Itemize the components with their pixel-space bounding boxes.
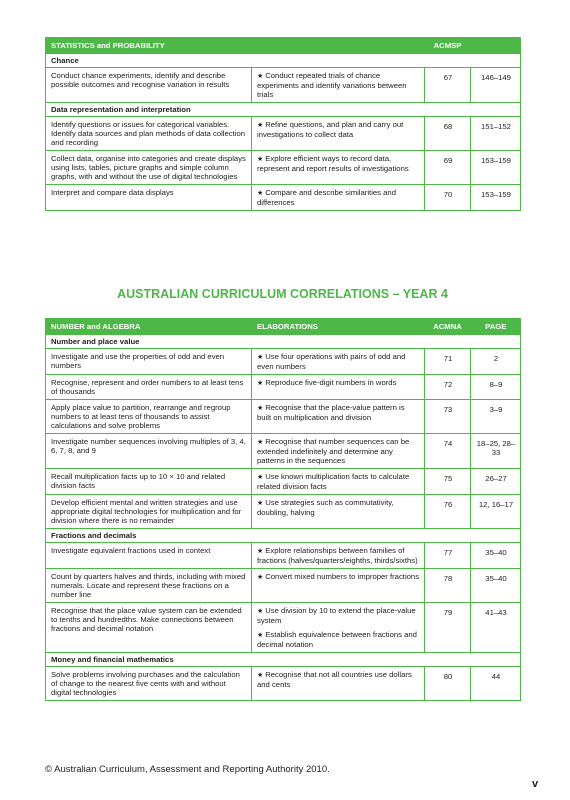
section-title: Fractions and decimals <box>46 529 521 543</box>
elaboration-item: ★ Recognise that number sequences can be extended indefinitely and determine any patterns in the sequences <box>257 437 420 465</box>
code-cell: 72 <box>425 375 471 400</box>
elaborations-cell <box>252 543 425 569</box>
elaboration-item: ★ Convert mixed numbers to improper fractions <box>257 572 420 582</box>
elaboration-item: ★ Recognise that not all countries use dollars and cents <box>257 670 420 689</box>
table-row <box>46 543 521 569</box>
table-header-row <box>46 318 521 335</box>
content-description-cell <box>46 543 252 569</box>
strand-header: STATISTICS and PROBABILITY <box>46 37 252 54</box>
page-number: v <box>532 778 539 790</box>
elaborations-cell <box>252 434 425 469</box>
table-row <box>46 495 521 529</box>
page-cell: 18–25, 28–33 <box>471 434 521 469</box>
elaborations-header: ELABORATIONS <box>252 318 425 335</box>
elaborations-cell <box>252 469 425 495</box>
content-description-cell <box>46 117 252 151</box>
page-cell: 153–159 <box>471 151 521 185</box>
table-row <box>46 151 521 185</box>
section-row <box>46 335 521 349</box>
elaboration-item: ★ Refine questions, and plan and carry out investigations to collect data <box>257 120 420 139</box>
page-cell: 151–152 <box>471 117 521 151</box>
table-row <box>46 68 521 103</box>
content-description-cell <box>46 495 252 529</box>
section-row <box>46 529 521 543</box>
content-description-cell <box>46 349 252 375</box>
elaborations-cell <box>252 603 425 653</box>
page-header: PAGE <box>471 318 521 335</box>
elaborations-cell <box>252 185 425 211</box>
page-heading: AUSTRALIAN CURRICULUM CORRELATIONS – YEAR 4 <box>117 287 448 301</box>
page-cell: 41–43 <box>471 603 521 653</box>
content-description-cell <box>46 151 252 185</box>
content-description-cell <box>46 68 252 103</box>
elaboration-item: ★ Establish equivalence between fractions and decimal notation <box>257 630 420 649</box>
content-description: Develop efficient mental and written strategies and use appropriate digital technologies for multiplication and for division where there is no remainder <box>51 498 242 525</box>
table-row <box>46 569 521 603</box>
elaboration-item: ★ Recognise that the place-value pattern is built on multiplication and division <box>257 403 420 422</box>
elaboration-item: ★ Use division by 10 to extend the place-value system <box>257 606 420 625</box>
elaboration-item: ★ Use known multiplication facts to calculate related division facts <box>257 472 420 491</box>
copyright-footer: © Australian Curriculum, Assessment and Reporting Authority 2010. <box>45 764 330 775</box>
content-description: Count by quarters halves and thirds, including with mixed numerals. Locate and represent these fractions on a number line <box>51 572 246 599</box>
table-row <box>46 185 521 211</box>
elaborations-cell <box>252 667 425 701</box>
content-description: Investigate number sequences involving multiples of 3, 4, 6, 7, 8, and 9 <box>51 437 246 455</box>
page-cell: 2 <box>471 349 521 375</box>
table-row <box>46 469 521 495</box>
statistics-probability-table <box>45 37 521 211</box>
page-cell: 35–40 <box>471 543 521 569</box>
section-row <box>46 54 521 68</box>
number-algebra-table <box>45 318 521 701</box>
content-description: Solve problems involving purchases and the calculation of change to the nearest five cents with and without digital technologies <box>51 670 240 697</box>
content-description: Recognise that the place value system can be extended to tenths and hundredths. Make connections between fractions and decimal notation <box>51 606 242 633</box>
elaboration-item: ★ Use strategies such as commutativity, doubling, halving <box>257 498 420 517</box>
code-cell: 69 <box>425 151 471 185</box>
content-description: Conduct chance experiments, identify and describe possible outcomes and recognise variation in results <box>51 71 230 89</box>
section-title: Chance <box>46 54 521 68</box>
content-description-cell <box>46 400 252 434</box>
elaborations-cell <box>252 375 425 400</box>
code-cell: 77 <box>425 543 471 569</box>
page-cell: 12, 16–17 <box>471 495 521 529</box>
table-row <box>46 117 521 151</box>
elaborations-header <box>252 37 425 54</box>
elaboration-item: ★ Conduct repeated trials of chance experiments and identify variations between trials <box>257 71 420 99</box>
elaborations-cell <box>252 117 425 151</box>
table-row <box>46 375 521 400</box>
code-cell: 73 <box>425 400 471 434</box>
content-description-cell <box>46 603 252 653</box>
page-cell: 44 <box>471 667 521 701</box>
content-description: Apply place value to partition, rearrange and regroup numbers to at least tens of thousands to assist calculations and solve problems <box>51 403 231 430</box>
code-cell: 79 <box>425 603 471 653</box>
section-row <box>46 103 521 117</box>
code-cell: 80 <box>425 667 471 701</box>
code-cell: 70 <box>425 185 471 211</box>
content-description: Collect data, organise into categories and create displays using lists, tables, picture graphs and simple column graphs, with and without the use of digital technologies <box>51 154 246 181</box>
content-description: Investigate and use the properties of odd and even numbers <box>51 352 225 370</box>
page-cell: 3–9 <box>471 400 521 434</box>
page-cell: 146–149 <box>471 68 521 103</box>
section-title: Money and financial mathematics <box>46 653 521 667</box>
elaboration-item: ★ Compare and describe similarities and differences <box>257 188 420 207</box>
content-description-cell <box>46 375 252 400</box>
elaboration-item: ★ Explore relationships between families of fractions (halves/quarters/eighths, thirds/sixths) <box>257 546 420 565</box>
section-title: Number and place value <box>46 335 521 349</box>
content-description-cell <box>46 434 252 469</box>
code-header: ACMNA <box>425 318 471 335</box>
elaborations-cell <box>252 569 425 603</box>
content-description-cell <box>46 569 252 603</box>
elaboration-item: ★ Reproduce five-digit numbers in words <box>257 378 420 388</box>
page-cell: 153–159 <box>471 185 521 211</box>
elaborations-cell <box>252 349 425 375</box>
table-row <box>46 400 521 434</box>
content-description: Interpret and compare data displays <box>51 188 174 197</box>
section-row <box>46 653 521 667</box>
table-row <box>46 434 521 469</box>
elaboration-item: ★ Use four operations with pairs of odd and even numbers <box>257 352 420 371</box>
elaborations-cell <box>252 400 425 434</box>
content-description: Recall multiplication facts up to 10 × 10 and related division facts <box>51 472 226 490</box>
code-header: ACMSP <box>425 37 471 54</box>
elaborations-cell <box>252 495 425 529</box>
code-cell: 68 <box>425 117 471 151</box>
page-cell: 26–27 <box>471 469 521 495</box>
content-description-cell <box>46 667 252 701</box>
table-row <box>46 667 521 701</box>
code-cell: 71 <box>425 349 471 375</box>
section-title: Data representation and interpretation <box>46 103 521 117</box>
content-description-cell <box>46 469 252 495</box>
code-cell: 74 <box>425 434 471 469</box>
code-cell: 75 <box>425 469 471 495</box>
content-description: Recognise, represent and order numbers to at least tens of thousands <box>51 378 244 396</box>
strand-header: NUMBER and ALGEBRA <box>46 318 252 335</box>
content-description: Investigate equivalent fractions used in context <box>51 546 211 555</box>
code-cell: 78 <box>425 569 471 603</box>
elaborations-cell <box>252 68 425 103</box>
elaborations-cell <box>252 151 425 185</box>
page-cell: 8–9 <box>471 375 521 400</box>
page-header <box>471 37 521 54</box>
code-cell: 67 <box>425 68 471 103</box>
content-description: Identify questions or issues for categorical variables. Identify data sources and plan methods of data collection and recording <box>51 120 246 147</box>
table-row <box>46 349 521 375</box>
table-header-row <box>46 37 521 54</box>
table-row <box>46 603 521 653</box>
content-description-cell <box>46 185 252 211</box>
page-cell: 35–40 <box>471 569 521 603</box>
elaboration-item: ★ Explore efficient ways to record data, represent and report results of investigations <box>257 154 420 173</box>
code-cell: 76 <box>425 495 471 529</box>
